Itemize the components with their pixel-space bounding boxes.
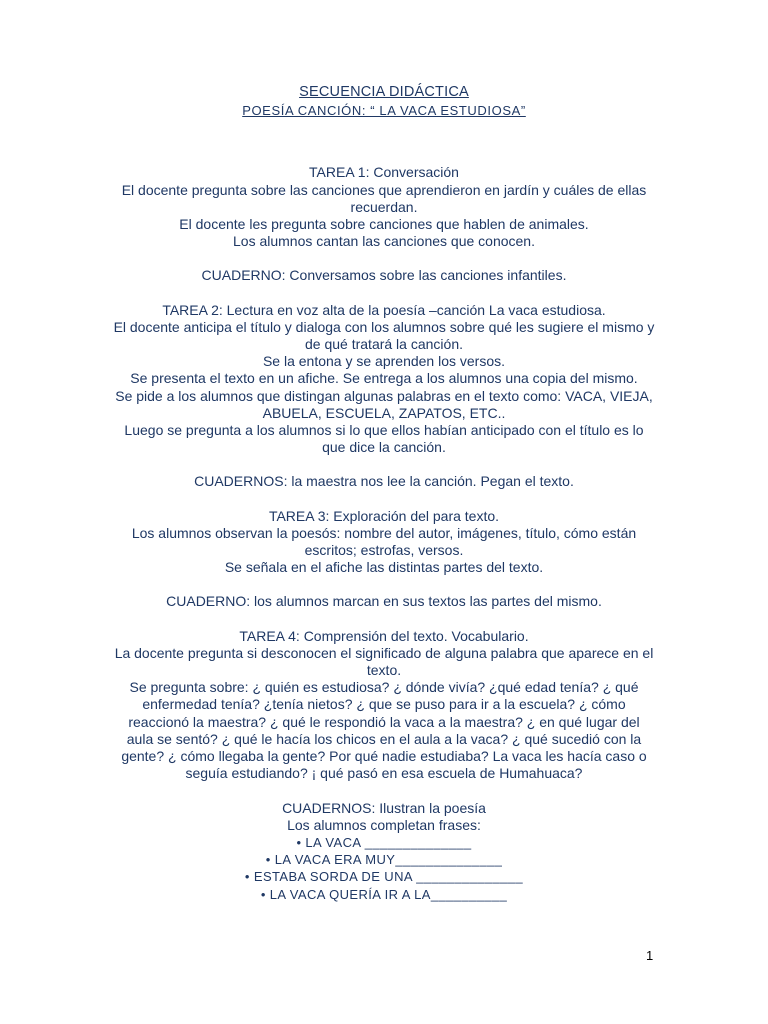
page-number: 1 <box>646 948 654 963</box>
list-item: • LA VACA ERA MUY______________ <box>265 852 503 868</box>
tarea-2-line: que dice la canción. <box>322 439 446 456</box>
tarea-2-line: El docente anticipa el título y dialoga con los alumnos sobre qué les sugiere el mismo y <box>113 318 655 335</box>
tarea-3-line: Se señala en el afiche las distintas partes del texto. <box>224 559 544 576</box>
tarea-2-line: de qué tratará la canción. <box>305 336 463 353</box>
tarea-1-section <box>104 164 664 250</box>
tarea-3-section <box>104 508 664 577</box>
list-item: • LA VACA ______________ <box>296 834 472 850</box>
tarea-4-cuaderno: CUADERNOS: Ilustran la poesía <box>282 799 486 816</box>
tarea-1-line: El docente pregunta sobre las canciones que aprendieron en jardín y cuáles de ellas <box>121 181 647 198</box>
tarea-2-line: Se presenta el texto en un afiche. Se entrega a los alumnos una copia del mismo. <box>130 370 638 387</box>
tarea-1-line: Los alumnos cantan las canciones que conocen. <box>233 233 535 250</box>
document-subtitle: POESÍA CANCIÓN: “ LA VACA ESTUDIOSA” <box>242 103 526 119</box>
tarea-1-cuaderno: CUADERNO: Conversamos sobre las canciones infantiles. <box>201 267 567 284</box>
tarea-2-line: Se la entona y se aprenden los versos. <box>262 353 506 370</box>
tarea-3-heading: TAREA 3: Exploración del para texto. <box>268 507 500 524</box>
document-body <box>104 84 664 903</box>
tarea-4-line: seguía estudiando? ¡ qué pasó en esa escuela de Humahuaca? <box>185 765 583 782</box>
list-item: • ESTABA SORDA DE UNA ______________ <box>244 869 524 885</box>
tarea-4-line: gente? ¿ cómo llegaba la gente? Por qué nadie estudiaba? La vaca les hacía caso o <box>121 748 647 765</box>
document-title: SECUENCIA DIDÁCTICA <box>299 84 469 100</box>
fill-in-list <box>104 834 664 903</box>
tarea-2-section <box>104 302 664 457</box>
tarea-1-line: El docente les pregunta sobre canciones que hablen de animales. <box>179 216 589 233</box>
tarea-2-heading: TAREA 2: Lectura en voz alta de la poesía –canción La vaca estudiosa. <box>162 301 606 318</box>
tarea-1-heading: TAREA 1: Conversación <box>309 164 459 181</box>
tarea-2-line: ABUELA, ESCUELA, ZAPATOS, ETC.. <box>262 404 506 421</box>
tarea-2-line: Luego se pregunta a los alumnos si lo que ellos habían anticipado con el título es lo <box>124 422 644 439</box>
tarea-4-line: aula se sentó? ¿ qué le hacía los chicos en el aula a la vaca? ¿ qué sucedió con la <box>126 730 642 747</box>
list-item: • LA VACA QUERÍA IR A LA__________ <box>260 886 508 902</box>
tarea-3-line: escritos; estrofas, versos. <box>304 542 464 559</box>
tarea-4-line: Se pregunta sobre: ¿ quién es estudiosa? ¿ dónde vivía? ¿qué edad tenía? ¿ qué <box>129 679 639 696</box>
tarea-3-line: Los alumnos observan la poesós: nombre del autor, imágenes, título, cómo están <box>131 524 637 541</box>
tarea-1-line: recuerdan. <box>350 198 418 215</box>
tarea-4-line: La docente pregunta si desconocen el significado de alguna palabra que aparece en el <box>114 644 654 661</box>
tarea-2-line: Se pide a los alumnos que distingan algunas palabras en el texto como: VACA, VIEJA, <box>115 387 653 404</box>
tarea-4-line: reaccionó la maestra? ¿ qué le respondió la vaca a la maestra? ¿ en qué lugar del <box>128 713 640 730</box>
tarea-4-line: texto. <box>366 662 402 679</box>
tarea-4-completan: Los alumnos completan frases: <box>287 816 481 833</box>
tarea-3-cuaderno: CUADERNO: los alumnos marcan en sus textos las partes del mismo. <box>166 593 602 610</box>
tarea-4-line: enfermedad tenía? ¿tenía nietos? ¿ que se puso para ir a la escuela? ¿ cómo <box>142 696 626 713</box>
tarea-2-cuaderno: CUADERNOS: la maestra nos lee la canción. Pegan el texto. <box>194 473 574 490</box>
tarea-4-heading: TAREA 4: Comprensión del texto. Vocabulario. <box>239 627 529 644</box>
tarea-4-section <box>104 628 664 783</box>
